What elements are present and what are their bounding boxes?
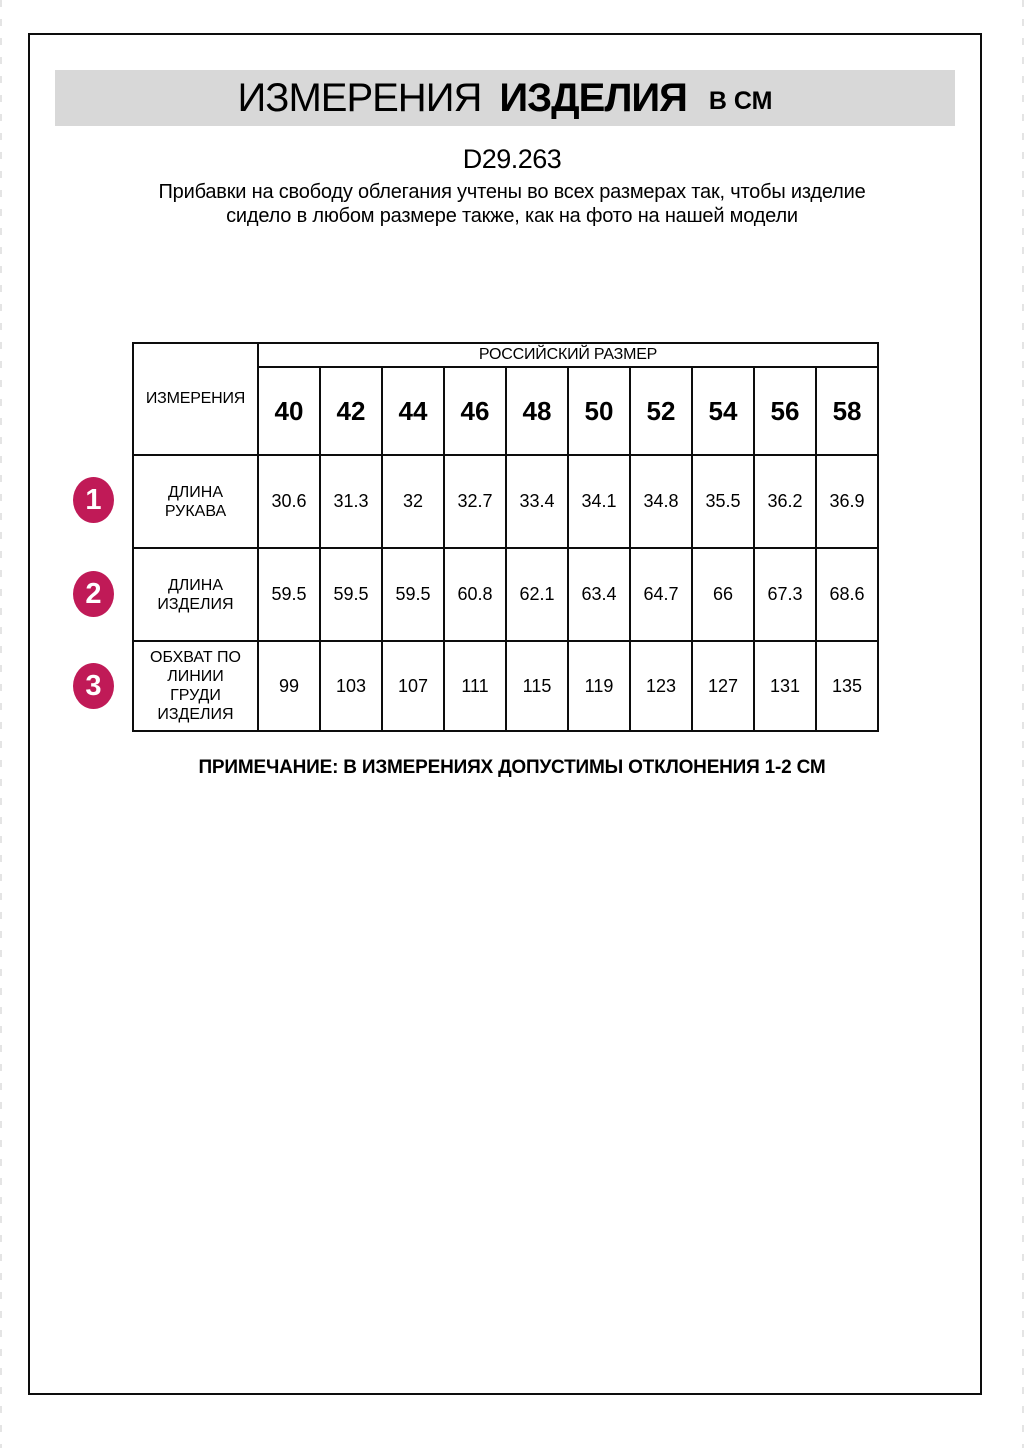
size-measurements-table bbox=[132, 342, 879, 732]
row-marker-2: 2 bbox=[73, 571, 114, 617]
size-header: 50 bbox=[568, 367, 630, 455]
measurement-value: 66 bbox=[692, 548, 754, 641]
measurement-value: 64.7 bbox=[630, 548, 692, 641]
measurement-value: 34.8 bbox=[630, 455, 692, 548]
size-header: 46 bbox=[444, 367, 506, 455]
measurement-value: 103 bbox=[320, 641, 382, 731]
size-group-header: РОССИЙСКИЙ РАЗМЕР bbox=[258, 343, 878, 367]
product-code: D29.263 bbox=[462, 144, 562, 174]
size-header: 52 bbox=[630, 367, 692, 455]
size-header: 40 bbox=[258, 367, 320, 455]
row-label: ОБХВАТ ПО ЛИНИИ ГРУДИ ИЗДЕЛИЯ bbox=[133, 641, 258, 731]
measurement-value: 62.1 bbox=[506, 548, 568, 641]
size-header: 44 bbox=[382, 367, 444, 455]
fit-description: Прибавки на свободу облегания учтены во всех размерах так, чтобы изделие сидело в любом размере также, как на фото на нашей модели bbox=[158, 181, 866, 227]
measurement-value: 131 bbox=[754, 641, 816, 731]
measurement-value: 36.2 bbox=[754, 455, 816, 548]
measurement-value: 99 bbox=[258, 641, 320, 731]
table-row-garment-length bbox=[133, 548, 878, 641]
size-header: 58 bbox=[816, 367, 878, 455]
measurement-value: 33.4 bbox=[506, 455, 568, 548]
tolerance-note: ПРИМЕЧАНИЕ: В ИЗМЕРЕНИЯХ ДОПУСТИМЫ ОТКЛОНЕНИЯ 1-2 СМ bbox=[198, 757, 826, 778]
measurement-value: 63.4 bbox=[568, 548, 630, 641]
measurement-value: 119 bbox=[568, 641, 630, 731]
size-header: 54 bbox=[692, 367, 754, 455]
size-header: 42 bbox=[320, 367, 382, 455]
measurement-value: 59.5 bbox=[382, 548, 444, 641]
page-edge-dashes-left bbox=[0, 0, 2, 1448]
size-header: 56 bbox=[754, 367, 816, 455]
measurement-value: 127 bbox=[692, 641, 754, 731]
title-word-measurements: ИЗМЕРЕНИЯ bbox=[237, 75, 482, 120]
measurement-value: 60.8 bbox=[444, 548, 506, 641]
measurement-value: 59.5 bbox=[320, 548, 382, 641]
table-row-sleeve-length bbox=[133, 455, 878, 548]
title-banner bbox=[55, 70, 955, 126]
row-marker-3: 3 bbox=[73, 663, 114, 709]
row-label: ДЛИНА РУКАВА bbox=[133, 455, 258, 548]
measurement-value: 35.5 bbox=[692, 455, 754, 548]
title-word-product: ИЗДЕЛИЯ bbox=[499, 75, 687, 120]
measurement-value: 36.9 bbox=[816, 455, 878, 548]
measurement-value: 68.6 bbox=[816, 548, 878, 641]
measurement-value: 34.1 bbox=[568, 455, 630, 548]
measurement-value: 31.3 bbox=[320, 455, 382, 548]
measurement-value: 115 bbox=[506, 641, 568, 731]
measurement-value: 107 bbox=[382, 641, 444, 731]
measurement-value: 123 bbox=[630, 641, 692, 731]
table-corner-header: ИЗМЕРЕНИЯ bbox=[133, 343, 258, 455]
measurement-value: 135 bbox=[816, 641, 878, 731]
measurement-value: 32 bbox=[382, 455, 444, 548]
size-header: 48 bbox=[506, 367, 568, 455]
measurement-value: 67.3 bbox=[754, 548, 816, 641]
row-label: ДЛИНА ИЗДЕЛИЯ bbox=[133, 548, 258, 641]
row-marker-1: 1 bbox=[73, 477, 114, 523]
measurement-value: 32.7 bbox=[444, 455, 506, 548]
measurement-value: 111 bbox=[444, 641, 506, 731]
measurement-value: 30.6 bbox=[258, 455, 320, 548]
table-row-chest-girth bbox=[133, 641, 878, 731]
measurement-value: 59.5 bbox=[258, 548, 320, 641]
title-unit: В СМ bbox=[708, 86, 773, 115]
